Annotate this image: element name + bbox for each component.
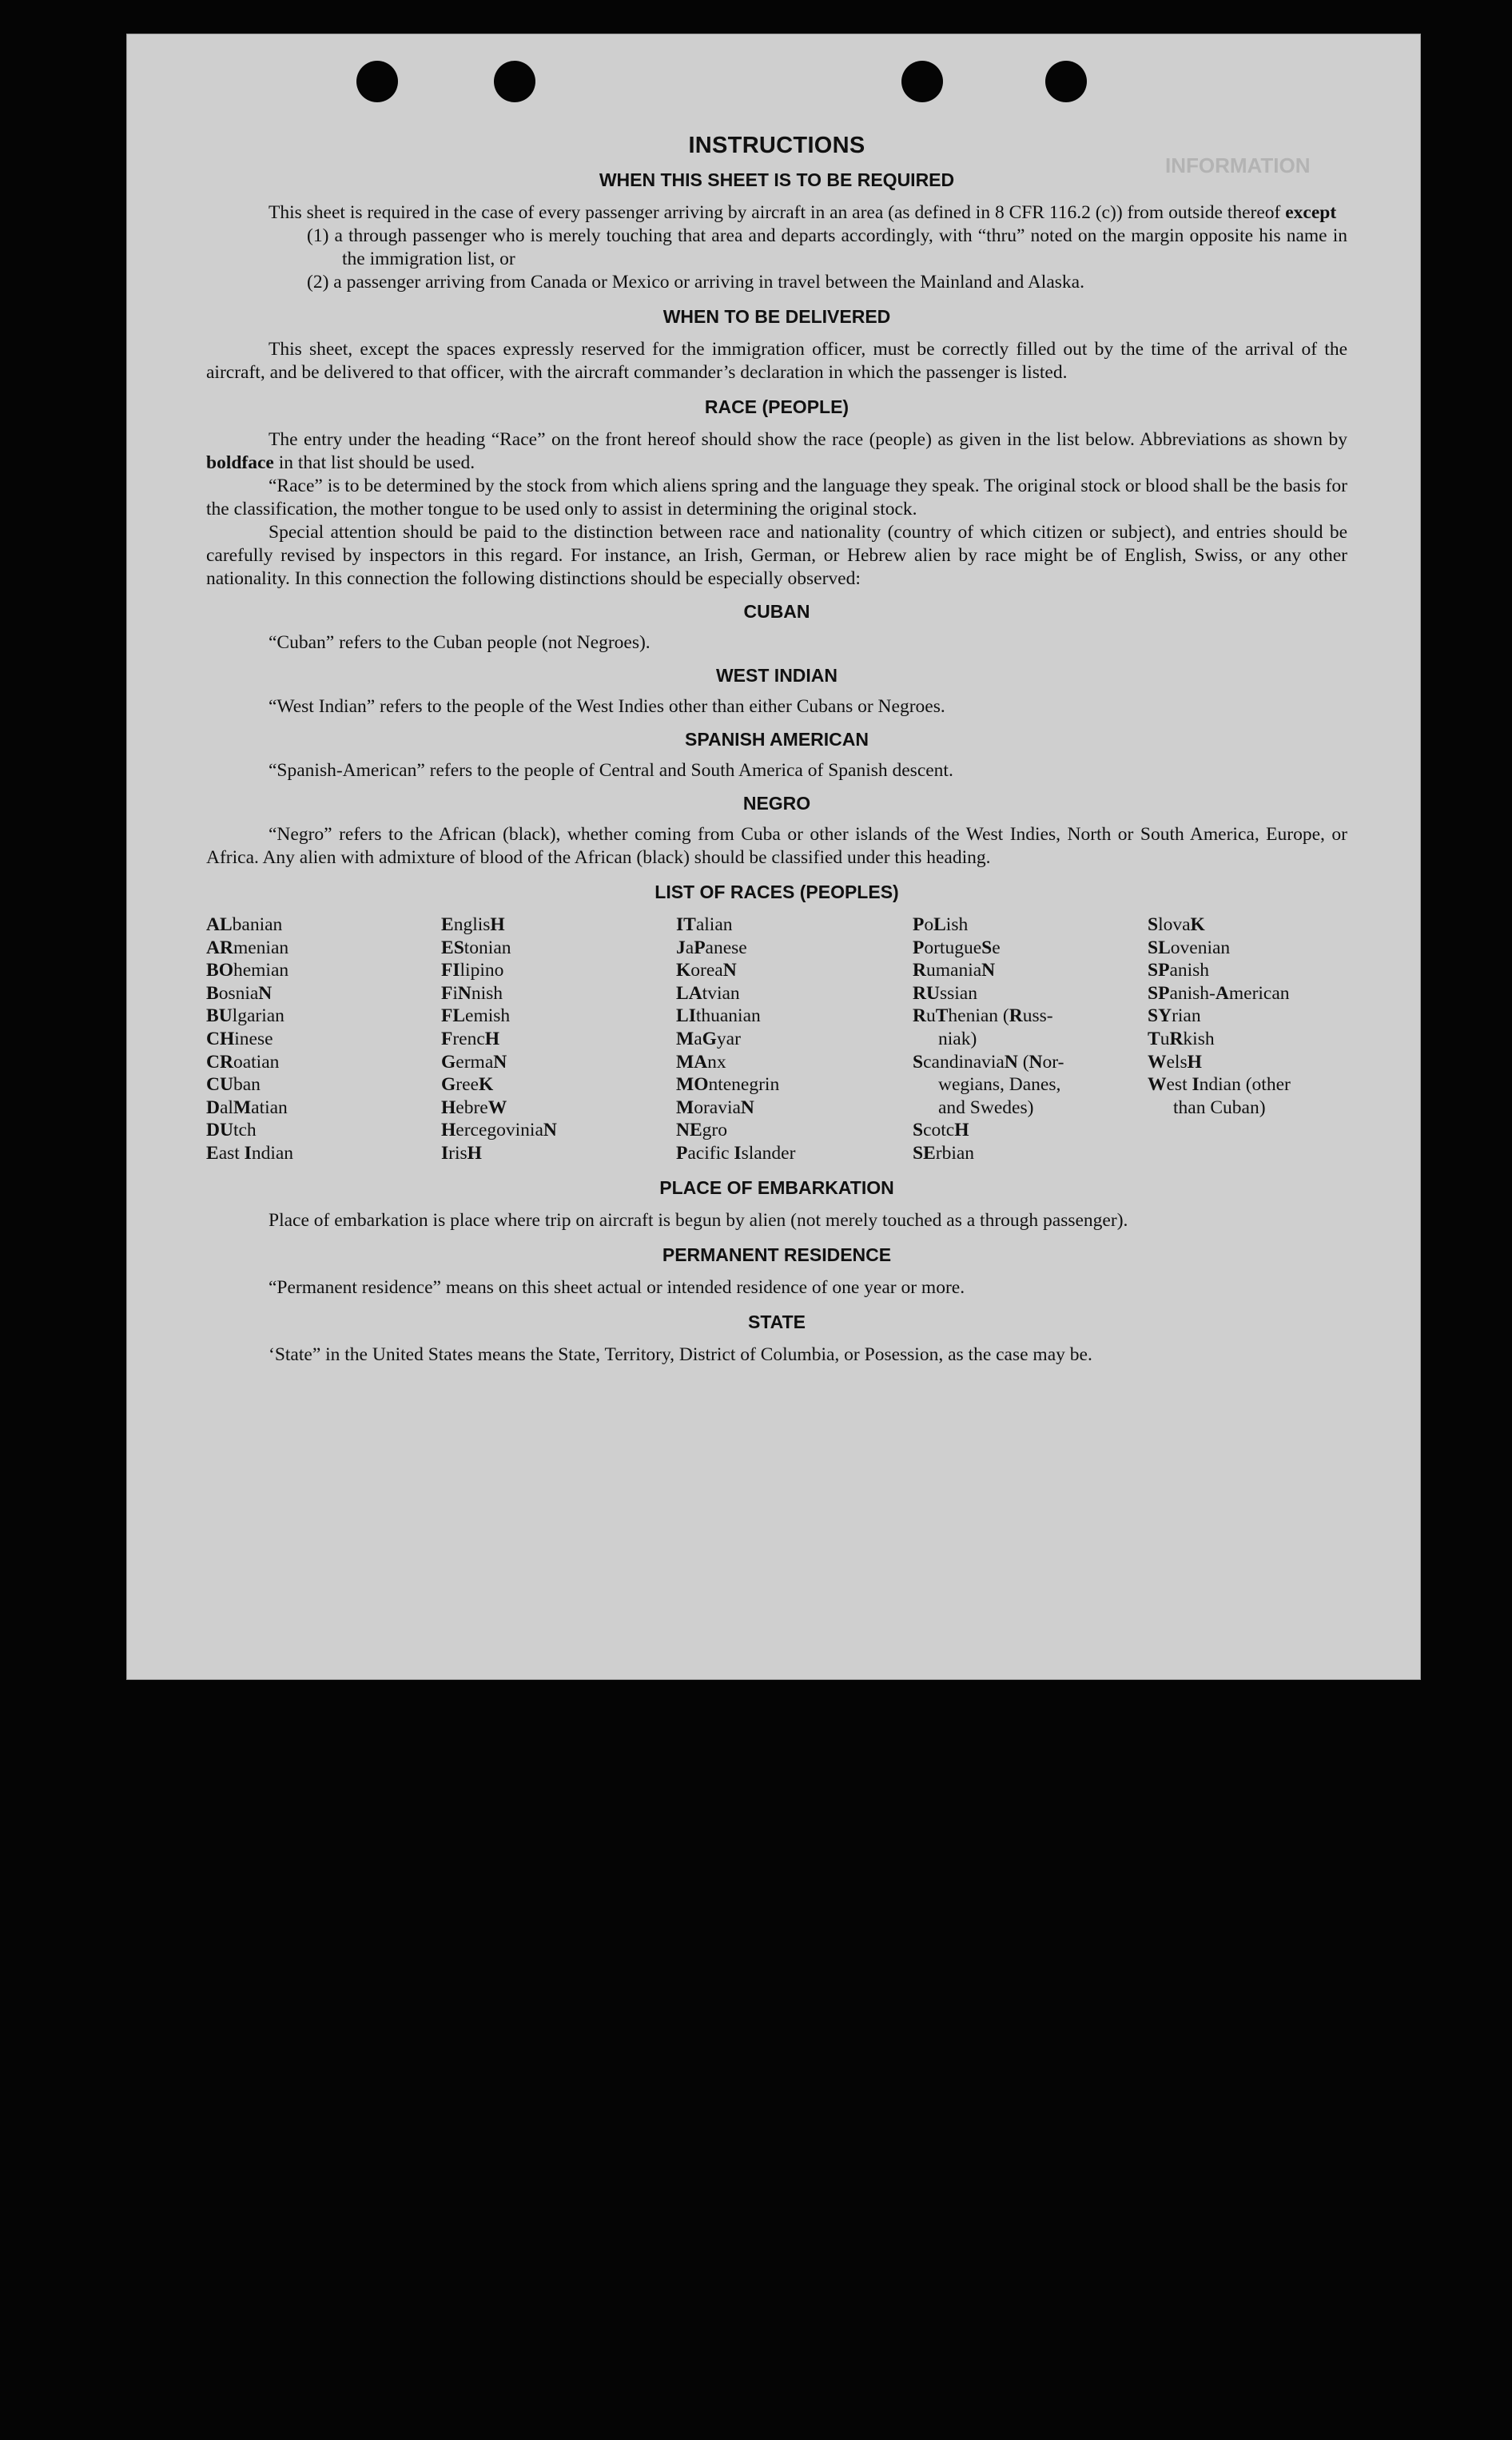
race-item: FiNnish xyxy=(441,982,503,1004)
race-item: West Indian (other xyxy=(1148,1074,1291,1096)
race-item: East Indian xyxy=(206,1142,294,1164)
paragraph: This sheet, except the spaces expressly reserved for the immigration officer, must be correctly filled out by the time of the arrival of the aircraft, and be delivered to that officer, with the aircraft commander’s declaration in which the passenger is listed. xyxy=(206,339,1347,383)
subheading-west-indian: WEST INDIAN xyxy=(715,665,838,686)
punch-hole xyxy=(356,61,398,102)
list-item: (1) a through passenger who is merely touching that area and departs accordingly, with “thru” noted on the margin opposite his name in the immigration list, or xyxy=(307,225,1347,269)
race-item: TuRkish xyxy=(1148,1028,1215,1049)
paragraph: “Spanish-American” refers to the people of Central and South America of Spanish descent. xyxy=(269,760,953,781)
section-heading-race: RACE (PEOPLE) xyxy=(704,396,850,417)
punch-hole xyxy=(901,61,943,102)
race-item: BOhemian xyxy=(206,960,289,981)
section-heading-state: STATE xyxy=(748,1311,806,1332)
subheading-cuban: CUBAN xyxy=(743,601,810,622)
race-item: CUban xyxy=(206,1074,261,1096)
race-item: MOntenegrin xyxy=(676,1074,780,1096)
race-item: MaGyar xyxy=(676,1028,741,1049)
subheading-negro: NEGRO xyxy=(742,793,811,814)
race-item: SLovenian xyxy=(1148,937,1231,958)
races-column xyxy=(913,914,1148,1165)
paragraph: “Negro” refers to the African (black), whether coming from Cuba or other islands of the West Indies, North or South America, Europe, or Africa. Any alien with admixture of blood of the African (black) should be classified under this heading. xyxy=(206,824,1347,868)
race-item: SYrian xyxy=(1148,1005,1201,1027)
section-heading-when-delivered: WHEN TO BE DELIVERED xyxy=(662,306,891,327)
race-item: FLemish xyxy=(441,1005,511,1027)
punch-hole xyxy=(1045,61,1087,102)
race-item: WelsH xyxy=(1148,1051,1202,1073)
document-page xyxy=(126,34,1421,1680)
race-item: FIlipino xyxy=(441,960,504,981)
paragraph-text: in that list should be used. xyxy=(273,452,475,473)
race-item: IrisH xyxy=(441,1142,482,1164)
paragraph-text: The entry under the heading “Race” on the front hereof should show the race (people) as given in the list below. Abbreviations as shown by xyxy=(269,429,1347,450)
race-item: EnglisH xyxy=(441,914,505,935)
race-item: SlovaK xyxy=(1148,914,1205,935)
page-title: INSTRUCTIONS xyxy=(688,133,865,158)
race-item: CHinese xyxy=(206,1028,273,1049)
race-item: NEgro xyxy=(676,1120,727,1141)
paragraph: “Permanent residence” means on this sheet actual or intended residence of one year or more. xyxy=(269,1276,965,1298)
bold-text: boldface xyxy=(206,452,274,473)
race-item: MoraviaN xyxy=(676,1097,754,1118)
paragraph: ‘State” in the United States means the State, Territory, District of Columbia, or Posession, as the case may be. xyxy=(269,1343,1092,1365)
race-item: RumaniaN xyxy=(913,960,996,981)
race-item: HercegoviniaN xyxy=(441,1120,557,1141)
race-item: JaPanese xyxy=(676,937,747,958)
punch-hole xyxy=(494,61,535,102)
races-list xyxy=(206,914,1347,1165)
race-item: LIthuanian xyxy=(676,1005,761,1027)
paragraph: “West Indian” refers to the people of the West Indies other than either Cubans or Negroes. xyxy=(269,696,945,717)
section-heading-embarkation: PLACE OF EMBARKATION xyxy=(659,1176,894,1198)
race-item: wegians, Danes, xyxy=(938,1074,1061,1096)
race-item: RUssian xyxy=(913,982,977,1004)
race-item: DalMatian xyxy=(206,1097,288,1118)
race-item: PortugueSe xyxy=(913,937,1001,958)
race-item: SPanish xyxy=(1148,960,1210,981)
race-item: SPanish-American xyxy=(1148,982,1290,1004)
paragraph: Place of embarkation is place where trip on aircraft is begun by alien (not merely touched as a through passenger). xyxy=(269,1209,1128,1231)
race-item: MAnx xyxy=(676,1051,726,1073)
race-item: Pacific Islander xyxy=(676,1142,796,1164)
race-item: ScandinaviaN (Nor- xyxy=(913,1051,1064,1073)
paragraph-text: This sheet is required in the case of every passenger arriving by aircraft in an area (as defined in 8 CFR 116.2 (c)) from outside thereof xyxy=(269,202,1286,223)
race-item: RuThenian (Russ- xyxy=(913,1005,1053,1027)
paragraph xyxy=(206,201,1347,225)
race-item: DUtch xyxy=(206,1120,257,1141)
race-item: niak) xyxy=(938,1028,977,1049)
section-heading-when-required: WHEN THIS SHEET IS TO BE REQUIRED xyxy=(599,169,955,190)
race-item: SErbian xyxy=(913,1142,975,1164)
races-column xyxy=(441,914,676,1165)
race-item: GreeK xyxy=(441,1074,494,1096)
paragraph: Special attention should be paid to the distinction between race and nationality (country of which citizen or subject), and entries should be carefully revised by inspectors in this regard. For instance, an Irish, German, or Hebrew alien by race might be of English, Swiss, or any other nationality. In this connection the following distinctions should be especially observed: xyxy=(206,522,1347,589)
race-item: ARmenian xyxy=(206,937,289,958)
race-item: GermaN xyxy=(441,1051,507,1073)
race-item: KoreaN xyxy=(676,960,737,981)
race-item: BosniaN xyxy=(206,982,273,1004)
race-item: PoLish xyxy=(913,914,969,935)
race-item: FrencH xyxy=(441,1028,500,1049)
paragraph xyxy=(206,428,1347,475)
section-heading-list-of-races: LIST OF RACES (PEOPLES) xyxy=(655,882,899,902)
races-column xyxy=(1148,914,1347,1165)
bleed-through-text: INFORMATION xyxy=(1165,153,1311,177)
race-item: ScotcH xyxy=(913,1120,969,1141)
race-item: BUlgarian xyxy=(206,1005,284,1027)
race-item: EStonian xyxy=(441,937,511,958)
race-item: and Swedes) xyxy=(938,1097,1034,1118)
race-item: ALbanian xyxy=(206,914,283,935)
instructions-content xyxy=(206,128,1347,1367)
paragraph: “Cuban” refers to the Cuban people (not Negroes). xyxy=(269,632,651,653)
race-item: HebreW xyxy=(441,1097,507,1118)
race-item: than Cuban) xyxy=(1173,1097,1266,1118)
paragraph: “Race” is to be determined by the stock from which aliens spring and the language they speak. The original stock or blood shall be the basis for the classification, the mother tongue to be used only to assist in determining the original stock. xyxy=(206,476,1347,519)
races-column xyxy=(206,914,441,1165)
race-item: LAtvian xyxy=(676,982,740,1004)
race-item: CRoatian xyxy=(206,1051,280,1073)
bold-text: except xyxy=(1285,202,1337,223)
list-item: (2) a passenger arriving from Canada or Mexico or arriving in travel between the Mainland and Alaska. xyxy=(307,272,1084,293)
race-item: ITalian xyxy=(676,914,733,935)
races-column xyxy=(676,914,913,1165)
subheading-spanish-american: SPANISH AMERICAN xyxy=(684,729,869,750)
section-heading-permanent-residence: PERMANENT RESIDENCE xyxy=(662,1244,892,1265)
